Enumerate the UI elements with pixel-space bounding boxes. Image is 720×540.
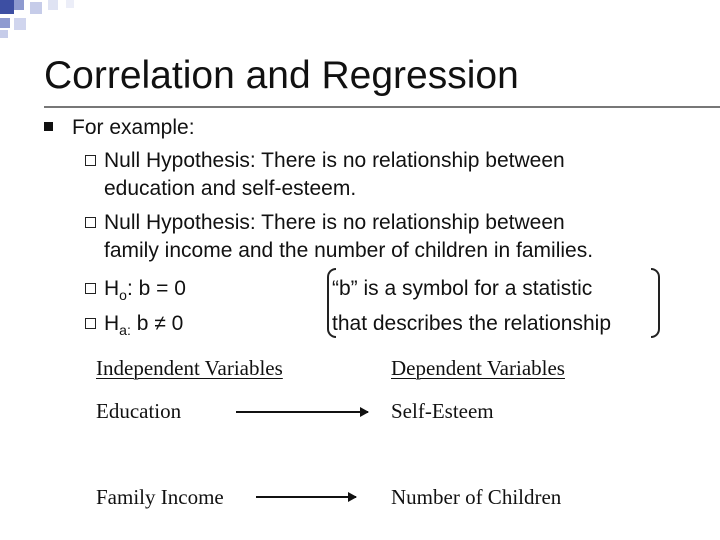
right-arrow-icon [256,496,356,498]
hollow-square-bullet-icon [85,283,96,294]
independent-variables-header: Independent Variables [96,356,283,380]
item-2-line-2: family income and the number of children in families. [104,239,594,262]
hollow-square-bullet-icon [85,318,96,329]
right-bracket [651,268,660,338]
note-line-2: that describes the relationship [332,312,611,335]
hollow-square-bullet-icon [85,217,96,228]
square-bullet-icon [44,122,53,131]
right-arrow-icon [236,411,368,413]
item-1-line-2: education and self-esteem. [104,177,357,200]
h0-subscript: o [119,287,127,303]
dependent-variables-header: Dependent Variables [391,356,565,380]
table-row-2-dependent: Number of Children [391,485,562,509]
bullet-main-text: For example: [72,116,195,139]
corner-decoration [0,0,130,40]
hollow-square-bullet-icon [85,155,96,166]
item-2-line-1: Null Hypothesis: There is no relationship between [104,211,565,234]
item-1-line-1: Null Hypothesis: There is no relationship between [104,149,565,172]
title-divider [44,106,720,108]
null-hypothesis-formula [104,277,186,301]
ha-subscript: a: [119,322,131,338]
ha-expression: b ≠ 0 [130,312,184,335]
slide-title: Correlation and Regression [44,54,519,97]
h0-expression: : b = 0 [126,277,186,300]
table-row-1-dependent: Self-Esteem [391,399,494,423]
table-row-2-independent: Family Income [96,485,224,509]
table-row-1-independent: Education [96,399,182,423]
alternative-hypothesis-formula [104,312,183,336]
ha-letter: H [104,312,120,335]
note-line-1: “b” is a symbol for a statistic [332,277,593,300]
h0-letter: H [104,277,120,300]
